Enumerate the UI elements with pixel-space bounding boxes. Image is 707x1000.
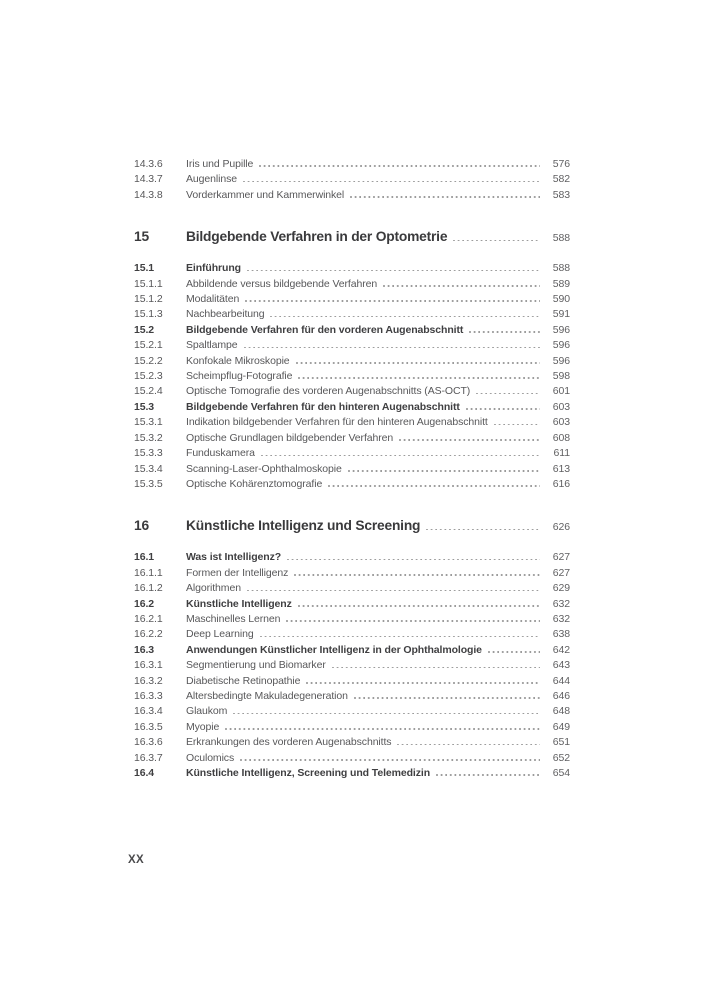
toc-entry-row [134,277,570,292]
entry-page-number: 598 [552,370,570,383]
entry-page-number: 589 [552,277,570,290]
entry-number: 15.2 [134,323,155,336]
entry-page-number: 596 [552,339,570,352]
entry-title: Modalitäten [186,293,240,306]
entry-number: 16.1 [134,551,155,564]
chapter-number: 15 [134,229,149,245]
leader-dots [348,470,540,472]
toc-entry-row [134,323,570,338]
entry-title: Künstliche Intelligenz, Screening und Telemedizin [186,767,431,779]
entry-number: 16.3.6 [134,736,163,749]
entry-page-number: 588 [552,262,570,275]
toc-entry-row [134,446,570,461]
entry-title: Anwendungen Künstlicher Intelligenz in der Ophthalmologie [186,643,482,656]
leader-dots [247,270,540,272]
entry-number: 15.2.2 [134,354,163,367]
entry-title: Scheimpflug-Fotografie [186,370,293,383]
leader-dots [383,285,540,287]
leader-dots [298,605,540,607]
entry-number: 16.4 [134,767,155,779]
toc-entry-row [134,477,570,492]
toc-entry-row [134,431,570,446]
entry-page-number: 651 [552,736,570,749]
entry-title: Augenlinse [186,173,237,186]
entry-page-number: 576 [552,158,570,170]
leader-dots [243,181,540,183]
entry-number: 15.1 [134,262,155,275]
entry-page-number: 646 [552,689,570,702]
entry-title: Einführung [186,262,241,275]
entry-number: 15.3.4 [134,462,163,475]
entry-page-number: 611 [553,447,570,460]
entry-page-number: 648 [552,705,570,718]
entry-number: 16.2.2 [134,628,163,641]
toc-entry-row [134,292,570,307]
toc-entry-row [134,566,570,581]
leader-dots [306,682,540,684]
entry-title: Nachbearbeitung [186,308,265,321]
toc-entry-row [134,188,570,203]
entry-number: 16.1.2 [134,582,163,595]
entry-title: Konfokale Mikroskopie [186,354,290,367]
toc-entry-row [134,658,570,673]
leader-dots [436,774,540,776]
entry-page-number: 596 [552,323,570,336]
table-of-contents [134,157,570,781]
entry-number: 16.3.7 [134,751,163,764]
entry-page-number: 596 [552,354,570,367]
entry-number: 15.3.1 [134,416,163,429]
leader-dots [287,559,540,561]
chapter-title: Bildgebende Verfahren in der Optometrie [186,229,448,245]
toc-entry-row [134,674,570,689]
entry-title: Bildgebende Verfahren für den vorderen Augenabschnitt [186,323,464,336]
entry-title: Abbildende versus bildgebende Verfahren [186,277,378,290]
entry-number: 14.3.6 [134,158,163,170]
entry-page-number: 652 [552,751,570,764]
entry-number: 15.1.3 [134,308,163,321]
entry-title: Algorithmen [186,582,241,595]
entry-title: Deep Learning [186,628,254,641]
entry-number: 14.3.8 [134,188,163,201]
leader-dots [294,574,540,576]
toc-entry-row [134,354,570,369]
entry-page-number: 591 [552,308,570,321]
leader-dots [247,590,540,592]
leader-dots [245,300,540,302]
entry-title: Oculomics [186,751,235,764]
toc-entry-row [134,157,570,172]
entry-page-number: 603 [552,400,570,413]
leader-dots [259,165,540,167]
entry-number: 16.2.1 [134,612,163,625]
leader-dots [296,362,540,364]
toc-entry-row [134,338,570,353]
entry-number: 16.1.1 [134,566,163,579]
entry-page-number: 654 [552,767,570,779]
entry-page-number: 632 [552,612,570,625]
entry-page-number: 644 [552,674,570,687]
toc-entry-row [134,766,570,781]
leader-dots [298,377,540,379]
leader-dots [453,240,540,242]
leader-dots [270,316,540,318]
leader-dots [354,697,540,699]
entry-title: Vorderkammer und Kammerwinkel [186,188,345,201]
toc-entry-row [134,720,570,735]
entry-number: 15.2.1 [134,339,163,352]
entry-title: Formen der Intelligenz [186,566,289,579]
toc-chapter-row [134,517,570,536]
entry-number: 15.1.2 [134,293,163,306]
toc-entry-row [134,735,570,750]
leader-dots [328,485,540,487]
toc-entry-row [134,172,570,187]
toc-entry-row [134,369,570,384]
toc-entry-row [134,462,570,477]
entry-title: Optische Kohärenztomografie [186,477,323,490]
entry-title: Funduskamera [186,447,255,460]
leader-dots [426,529,540,531]
entry-title: Segmentierung und Biomarker [186,659,326,672]
entry-number: 16.3.4 [134,705,163,718]
toc-entry-row [134,550,570,565]
toc-entry-block [134,261,570,492]
leader-dots [494,424,540,426]
entry-title: Künstliche Intelligenz [186,597,292,610]
entry-number: 15.2.3 [134,370,163,383]
entry-page-number: 638 [552,628,570,641]
entry-page-number: 616 [552,477,570,490]
toc-entry-block [134,157,570,203]
leader-dots [466,408,540,410]
entry-title: Scanning-Laser-Ophthalmoskopie [186,462,342,475]
entry-title: Altersbedingte Makuladegeneration [186,689,348,702]
leader-dots [286,620,540,622]
leader-dots [225,728,540,730]
entry-number: 15.2.4 [134,385,163,398]
leader-dots [260,636,540,638]
toc-entry-row [134,261,570,276]
toc-chapter-row [134,228,570,247]
toc-entry-block [134,550,570,781]
entry-page-number: 583 [552,188,570,201]
entry-number: 15.3.2 [134,431,163,444]
leader-dots [332,667,540,669]
entry-number: 15.3.3 [134,447,163,460]
leader-dots [261,455,540,457]
entry-page-number: 642 [552,643,570,656]
entry-page-number: 601 [552,385,570,398]
page-number: XX [128,854,144,866]
entry-number: 14.3.7 [134,173,163,186]
entry-number: 15.3 [134,400,155,413]
entry-number: 16.3.2 [134,674,163,687]
entry-page-number: 603 [552,416,570,429]
leader-dots [469,331,540,333]
entry-page-number: 632 [552,597,570,610]
leader-dots [397,744,540,746]
leader-dots [488,651,540,653]
leader-dots [476,393,540,395]
entry-page-number: 649 [552,720,570,733]
entry-title: Maschinelles Lernen [186,612,281,625]
toc-entry-row [134,415,570,430]
entry-number: 15.3.5 [134,477,163,490]
toc-entry-row [134,581,570,596]
chapter-number: 16 [134,518,149,534]
toc-entry-row [134,704,570,719]
toc-entry-row [134,384,570,399]
toc-entry-row [134,400,570,415]
entry-title: Erkrankungen des vorderen Augenabschnitts [186,736,392,749]
entry-page-number: 627 [552,566,570,579]
entry-number: 16.3.3 [134,689,163,702]
entry-page-number: 608 [552,431,570,444]
chapter-page-number: 588 [552,232,570,245]
entry-page-number: 643 [552,659,570,672]
entry-number: 16.3.1 [134,659,163,672]
entry-title: Iris und Pupille [186,158,254,170]
leader-dots [350,196,540,198]
entry-page-number: 613 [552,462,570,475]
entry-number: 16.3 [134,643,155,656]
entry-title: Glaukom [186,705,228,718]
entry-title: Diabetische Retinopathie [186,674,301,687]
chapter-page-number: 626 [552,521,570,534]
entry-title: Was ist Intelligenz? [186,551,282,564]
entry-title: Spaltlampe [186,339,238,352]
toc-entry-row [134,627,570,642]
leader-dots [399,439,540,441]
entry-title: Optische Tomografie des vorderen Augenabschnitts (AS-OCT) [186,385,471,398]
leader-dots [233,713,540,715]
entry-title: Myopie [186,720,220,733]
entry-page-number: 590 [552,293,570,306]
entry-page-number: 582 [552,173,570,186]
entry-title: Bildgebende Verfahren für den hinteren Augenabschnitt [186,400,460,413]
chapter-title: Künstliche Intelligenz und Screening [186,518,421,534]
entry-title: Indikation bildgebender Verfahren für den hinteren Augenabschnitt [186,416,488,429]
toc-entry-row [134,597,570,612]
entry-page-number: 627 [552,551,570,564]
toc-entry-row [134,689,570,704]
toc-entry-row [134,751,570,766]
entry-number: 16.2 [134,597,155,610]
toc-entry-row [134,612,570,627]
toc-entry-row [134,643,570,658]
toc-entry-row [134,307,570,322]
entry-number: 15.1.1 [134,277,163,290]
leader-dots [244,347,540,349]
entry-title: Optische Grundlagen bildgebender Verfahren [186,431,394,444]
entry-number: 16.3.5 [134,720,163,733]
entry-page-number: 629 [552,582,570,595]
leader-dots [240,759,540,761]
